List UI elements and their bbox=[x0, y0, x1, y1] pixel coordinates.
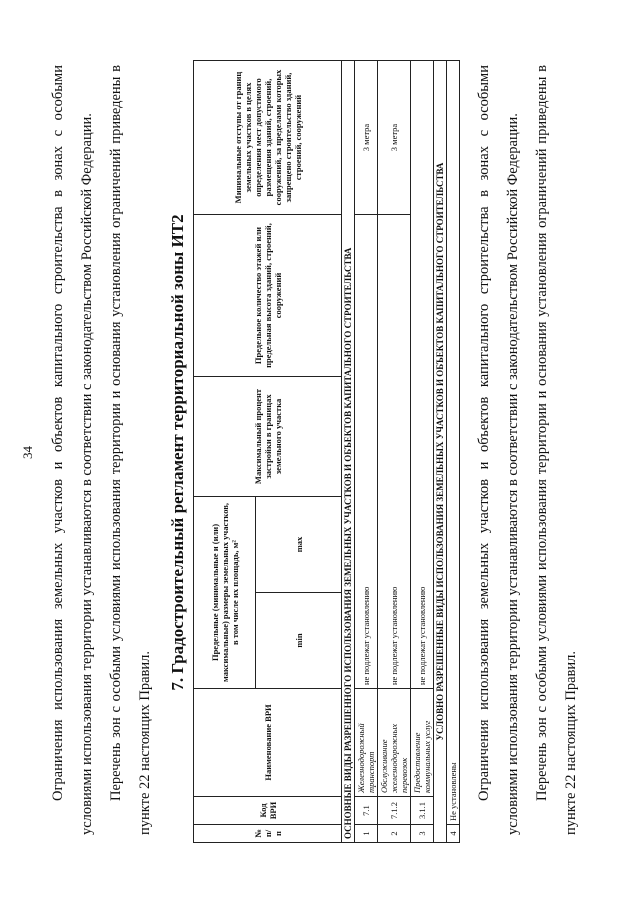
row-name: Обслуживание железнодорожных перевозок bbox=[378, 689, 411, 797]
row-num: 4 bbox=[447, 825, 460, 843]
row-num: 2 bbox=[378, 825, 411, 843]
section-conditional-header: УСЛОВНО РАЗРЕШЕННЫЕ ВИДЫ ИСПОЛЬЗОВАНИЯ ЗЕМЕЛЬНЫХ УЧАСТКОВ И ОБЪЕКТОВ КАПИТАЛЬНОГО СТРОИТЕЛЬСТВА bbox=[434, 61, 447, 843]
regulation-table bbox=[193, 60, 460, 843]
header-code: Код ВРИ bbox=[194, 797, 342, 825]
row-num: 1 bbox=[355, 825, 378, 843]
row-limit: не подлежат установлению bbox=[378, 215, 411, 689]
row-limit: не подлежат установлению bbox=[411, 61, 434, 689]
top-paragraph-1: Ограничения использования земельных участков и объектов капитального строительства в зонах с особыми условиями использования территории устанавливаются в соответствии с законодательством Российской Федерации. bbox=[50, 65, 95, 835]
row-name: Предоставление коммунальных услуг bbox=[411, 689, 434, 797]
row-code: 7.1.2 bbox=[378, 797, 411, 825]
table-row bbox=[447, 61, 460, 843]
row-name: Железнодорожный транспорт bbox=[355, 689, 378, 797]
row-num: 3 bbox=[411, 825, 434, 843]
section-main-header: ОСНОВНЫЕ ВИДЫ РАЗРЕШЕННОГО ИСПОЛЬЗОВАНИЯ ЗЕМЕЛЬНЫХ УЧАСТКОВ И ОБЪЕКТОВ КАПИТАЛЬНОГО СТРОИТЕЛЬСТВА bbox=[342, 61, 355, 843]
row-limit: не подлежат установлению bbox=[355, 215, 378, 689]
header-setbacks: Минимальные отступы от границ земельных участков в целях определения мест допустимого размещения зданий, строений, сооружений, за пределами которых запрещено строительство зданий, строений, сооружений bbox=[194, 61, 342, 215]
header-plot-size: Предельные (минимальные и (или) максимальные) размеры земельных участков, в том числе их площадь, м² bbox=[194, 497, 256, 689]
table-row bbox=[378, 61, 411, 843]
top-paragraph-2: Перечень зон с особыми условиями использования территории и основания установления ограничений приведены в пункте 22 настоящих Правил. bbox=[108, 65, 153, 835]
page-number: 34 bbox=[20, 446, 35, 459]
header-max: max bbox=[256, 497, 342, 593]
section-title: 7. Градостроительный регламент территориальной зоны ИТ2 bbox=[168, 214, 187, 691]
row-conditional-text: Не установлены bbox=[447, 61, 460, 825]
table-row bbox=[355, 61, 378, 843]
row-code: 3.1.1 bbox=[411, 797, 434, 825]
header-name: Наименование ВРИ bbox=[194, 689, 342, 797]
row-code: 7.1 bbox=[355, 797, 378, 825]
header-num: № п/п bbox=[194, 825, 342, 843]
bottom-paragraph-2: Перечень зон с особыми условиями использования территории и основания установления ограничений приведены в пункте 22 настоящих Правил. bbox=[534, 65, 579, 835]
bottom-text-block bbox=[470, 65, 586, 835]
bottom-paragraph-1: Ограничения использования земельных участков и объектов капитального строительства в зонах с особыми условиями использования территории устанавливаются в соответствии с законодательством Российской Федерации. bbox=[476, 65, 521, 835]
row-setback: 3 метра bbox=[355, 61, 378, 215]
header-min: min bbox=[256, 593, 342, 689]
row-setback: 3 метра bbox=[378, 61, 411, 215]
header-max-percent: Максимальный процент застройки в границах земельного участка bbox=[194, 377, 342, 497]
header-floors: Предельное количество этажей или предельная высота зданий, строений, сооружений bbox=[194, 215, 342, 377]
top-text-block bbox=[44, 65, 160, 835]
table-row bbox=[411, 61, 434, 843]
